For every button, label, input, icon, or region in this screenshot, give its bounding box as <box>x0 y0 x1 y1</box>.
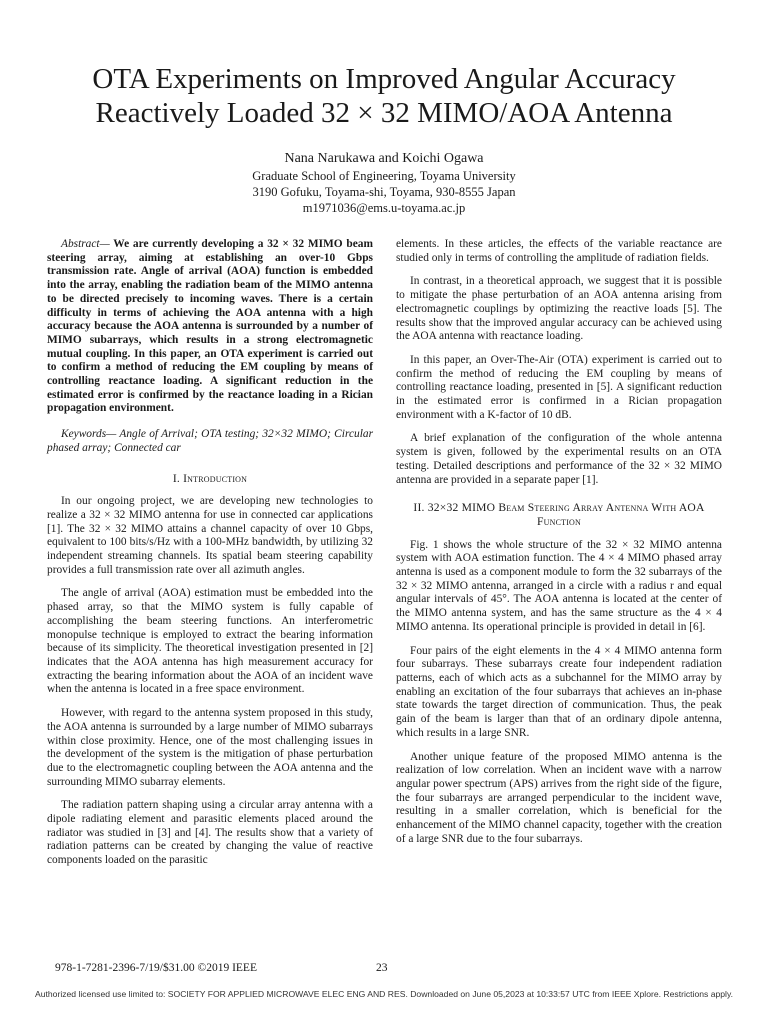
intro-paragraph: The radiation pattern shaping using a circular array antenna with a dipole radiating element and parasitic elements placed around the radiator was studied in [3] and [4]. The results show that a variety of radiation patterns can be created by changing the value of reactive components loaded on the parasitic <box>47 799 373 867</box>
intro-paragraph-continued: elements. In these articles, the effects of the variable reactance are studied only in terms of controlling the amplitude of radiation fields. <box>396 238 722 264</box>
intro-paragraph: A brief explanation of the configuration of the whole antenna system is given, followed by the experimental results on an OTA testing. Detailed descriptions and performance of the 32 × 32 MIMO antenna are provided in a separate paper [1]. <box>396 432 722 486</box>
section-1-heading: I. Introduction <box>172 471 248 485</box>
left-column <box>47 238 373 878</box>
section-2-paragraph: Fig. 1 shows the whole structure of the 32 × 32 MIMO antenna system with AOA estimation function. The 4 × 4 MIMO phased array antenna is used as a component module to form the 32 subarrays of the 32 × 32 MIMO antenna, arranged in a circle with a radius r and equal angular intervals of 45°. The AOA antenna is located at the center of the MIMO antenna system, and has the same structure as the 4 × 4 MIMO antenna. Its operational principle is provided in detail in [6]. <box>396 538 722 633</box>
intro-paragraph: In our ongoing project, we are developing new technologies to realize a 32 × 32 MIMO antenna for use in connected car applications [1]. The 32 × 32 MIMO attains a channel capacity of over 10 Gbps, equivalent to 100 bits/s/Hz with a 100-MHz bandwidth, by utilizing 32 independent streaming channels. Its spatial beam steering capability provides a full transmission rate over all azimuth angles. <box>47 495 373 576</box>
abstract-lead: Abstract— <box>61 238 110 250</box>
intro-paragraph: The angle of arrival (AOA) estimation must be embedded into the phased array, so that the MIMO system is fully capable of accomplishing the beam steering functions. An interferometric monopulse technique is employed to extract the bearing information because of its simplicity. The theoretical investigation presented in [2] indicates that the AOA antenna has high measurement accuracy for extracting the bearing information about the AOA of an incident wave when the antenna is located in a free space environment. <box>47 587 373 696</box>
paper-title: OTA Experiments on Improved Angular Accuracy Reactively Loaded 32 × 32 MIMO/AOA Antenna <box>92 63 676 129</box>
keywords-text: Angle of Arrival; OTA testing; 32×32 MIMO; Circular phased array; Connected car <box>47 428 373 454</box>
section-2-heading: II. 32×32 MIMO Beam Steering Array Antenna With AOA Function <box>413 501 705 528</box>
keywords-lead: Keywords— <box>61 428 117 441</box>
section-2-paragraph: Another unique feature of the proposed MIMO antenna is the realization of low correlation. When an incident wave with a narrow angular power spectrum (APS) arrives from the right side of the figure, the four subarrays are arranged perpendicular to the incident wave, resulting in a smaller correlation, which is beneficial for the enhancement of the MIMO channel capacity, together with the creation of a large SNR due to the four subarrays. <box>396 750 722 845</box>
author-affiliation: Graduate School of Engineering, Toyama University <box>252 169 516 183</box>
intro-paragraph: However, with regard to the antenna system proposed in this study, the AOA antenna is surrounded by a large number of MIMO subarrays within close proximity. Hence, one of the most challenging issues in the development of the system is the mitigation of phase perturbation due to the electromagnetic coupling between the AOA antenna and the surrounding MIMO subarray elements. <box>47 707 373 788</box>
author-email[interactable]: m1971036@ems.u-toyama.ac.jp <box>302 201 466 215</box>
author-names: Nana Narukawa and Koichi Ogawa <box>284 151 484 166</box>
author-block <box>40 150 728 216</box>
abstract <box>47 238 373 416</box>
intro-paragraph: In contrast, in a theoretical approach, we suggest that it is possible to mitigate the phase perturbation of an AOA antenna arising from electromagnetic couplings by optimizing the reactive loads [5]. The results show that the improved angular accuracy can be achieved using the AOA antenna with reactance loading. <box>396 275 722 343</box>
intro-paragraph: In this paper, an Over-The-Air (OTA) experiment is carried out to confirm the method of reducing the EM coupling by means of controlling reactance loading, presented in [5]. A significant reduction in the estimated error is confirmed in a Rician propagation environment with a K-factor of 10 dB. <box>396 353 722 421</box>
footer-isbn: 978-1-7281-2396-7/19/$31.00 ©2019 IEEE <box>55 962 257 974</box>
license-notice: Authorized licensed use limited to: SOCIETY FOR APPLIED MICROWAVE ELEC ENG AND RES. Downloaded on June 05,2023 at 10:33:57 UTC from IEEE Xplore. Restrictions apply. <box>35 989 733 999</box>
right-column <box>396 238 722 856</box>
author-address: 3190 Gofuku, Toyama-shi, Toyama, 930-8555 Japan <box>252 185 516 199</box>
keywords <box>47 428 373 455</box>
abstract-text: We are currently developing a 32 × 32 MIMO beam steering array, aiming at establishing an over-10 Gbps transmission rate. Angle of arrival (AOA) function is embedded into the array, enabling the radiation beam of the MIMO antenna to be directed precisely to incoming waves. There is a certain difficulty in terms of achieving the AOA antenna with a high accuracy because the AOA antenna is surrounded by a number of MIMO subarrays, which results in a strong electromagnetic mutual coupling. In this paper, an OTA experiment is carried out to confirm a method of reducing the EM coupling by means of controlling reactance loading. A significant reduction in the estimated error is confirmed by the reactance loading in a Rician propagation environment. <box>47 238 373 415</box>
page-number: 23 <box>376 962 388 974</box>
section-2-paragraph: Four pairs of the eight elements in the 4 × 4 MIMO antenna form four subarrays. These subarrays create four independent radiation patterns, each of which acts as a subchannel for the MIMO array by enabling an excitation of the four subarrays that achieves an in-phase state towards the target direction of communication. Thus, the peak gain of the beam is larger than that of an ordinary dipole antenna, which results in a large SNR. <box>396 644 722 739</box>
